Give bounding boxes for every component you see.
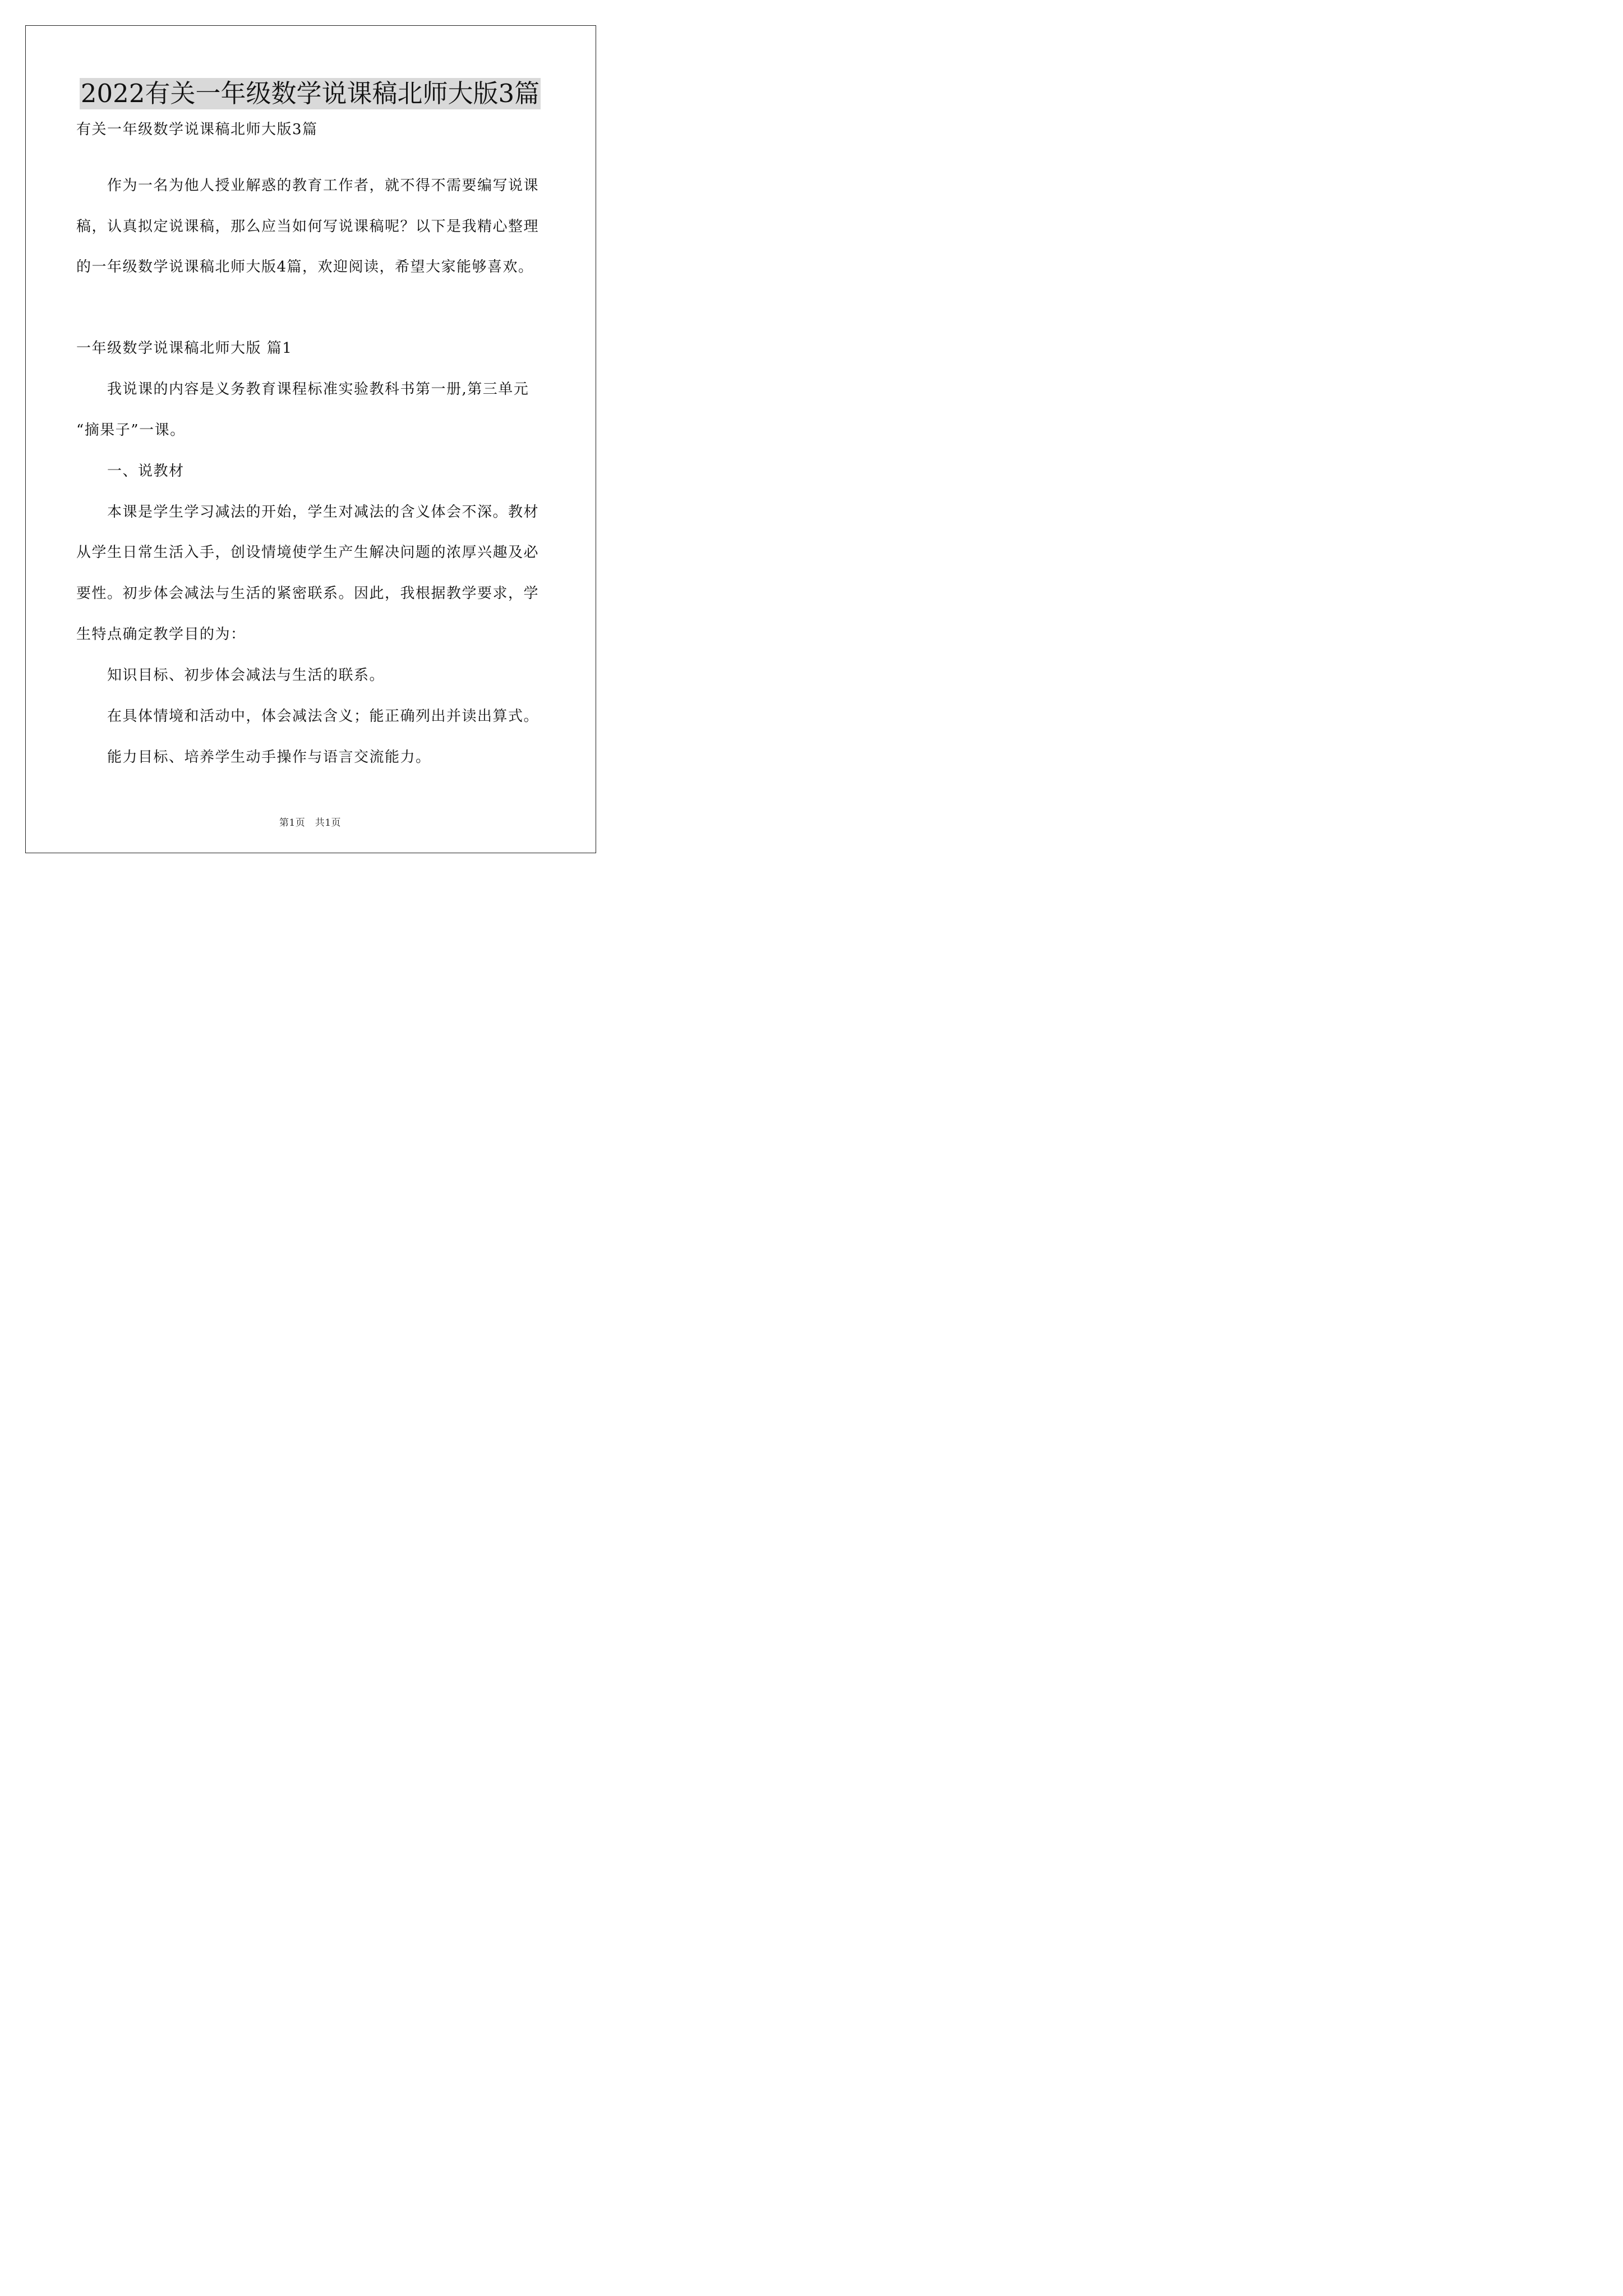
goal-context: 在具体情境和活动中，体会减法含义；能正确列出并读出算式。 (107, 708, 540, 725)
title-container (0, 78, 620, 109)
para2-line-2: 从学生日常生活入手，创设情境使学生产生解决问题的浓厚兴趣及必 (76, 544, 540, 561)
intro-line-1: 作为一名为他人授业解惑的教育工作者，就不得不需要编写说课 (107, 177, 540, 194)
intro-line-3: 的一年级数学说课稿北师大版4篇，欢迎阅读，希望大家能够喜欢。 (76, 259, 534, 275)
goal-ability: 能力目标、培养学生动手操作与语言交流能力。 (107, 749, 431, 766)
intro-line-2: 稿，认真拟定说课稿，那么应当如何写说课稿呢？以下是我精心整理 (76, 218, 540, 235)
para2-line-3: 要性。初步体会减法与生活的紧密联系。因此，我根据教学要求，学 (76, 585, 540, 602)
document-title: 2022有关一年级数学说课稿北师大版3篇 (80, 79, 540, 108)
para2-line-1: 本课是学生学习减法的开始，学生对减法的含义体会不深。教材 (107, 504, 540, 521)
para1-line-1: 我说课的内容是义务教育课程标准实验教科书第一册,第三单元 (107, 381, 529, 398)
heading-shuo-jiaocai: 一、说教材 (107, 463, 185, 480)
goal-knowledge: 知识目标、初步体会减法与生活的联系。 (107, 667, 385, 684)
page-footer: 第1页 共1页 (279, 817, 342, 829)
section-heading: 一年级数学说课稿北师大版 篇1 (76, 340, 293, 357)
para2-line-4: 生特点确定教学目的为： (76, 626, 246, 643)
document-subtitle: 有关一年级数学说课稿北师大版3篇 (76, 121, 318, 138)
para1-line-2: “摘果子”一课。 (76, 422, 186, 439)
